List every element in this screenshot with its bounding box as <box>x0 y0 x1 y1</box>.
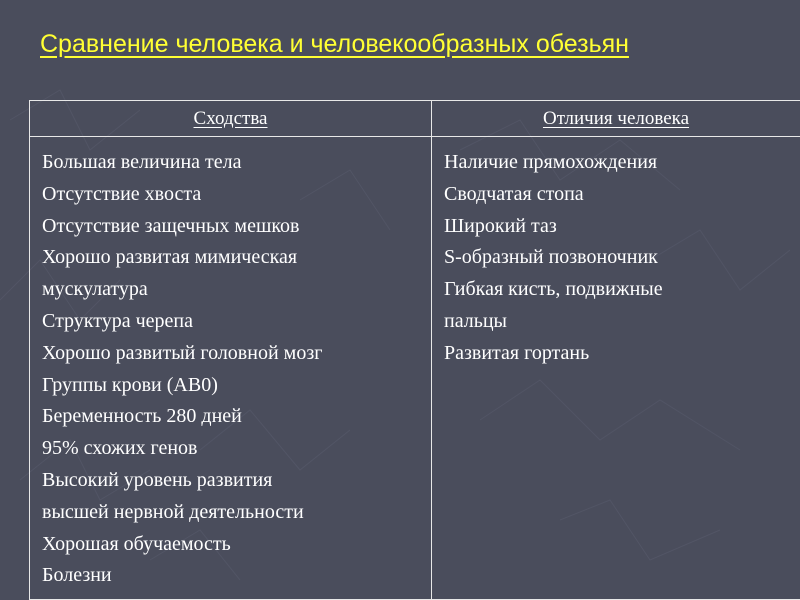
list-item: Хорошо развитая мимическая <box>42 246 298 269</box>
list-item: Развитая гортань <box>444 341 590 364</box>
differences-header <box>432 101 800 137</box>
differences-header-label: Отличия человека <box>542 107 690 129</box>
slide-title: Сравнение человека и человекообразных обезьян <box>40 30 629 58</box>
similarities-header-label: Сходства <box>193 107 268 129</box>
list-item: Хорошо развитый головной мозг <box>42 341 323 364</box>
similarities-cell <box>30 137 432 600</box>
list-item: Группы крови (АВ0) <box>42 373 218 396</box>
list-item: Сводчатая стопа <box>444 182 584 205</box>
list-item: мускулатура <box>42 278 148 301</box>
list-item: Хорошая обучаемость <box>42 532 231 555</box>
table-body-row <box>30 137 800 600</box>
list-item: Структура черепа <box>42 309 193 332</box>
list-item: Гибкая кисть, подвижные <box>444 278 663 301</box>
list-item: Наличие прямохождения <box>444 151 658 173</box>
similarities-header <box>30 101 432 137</box>
list-item: Отсутствие защечных мешков <box>42 214 300 237</box>
table-header-row <box>30 101 800 137</box>
list-item: S-образный позвоночник <box>444 246 658 269</box>
similarities-list <box>42 147 431 592</box>
differences-cell <box>432 137 800 600</box>
list-item: Отсутствие хвоста <box>42 182 202 205</box>
list-item: высшей нервной деятельности <box>42 500 304 523</box>
list-item: 95% схожих генов <box>42 437 198 460</box>
list-item: Широкий таз <box>444 214 557 237</box>
differences-list <box>444 147 800 370</box>
list-item: Большая величина тела <box>42 151 242 173</box>
list-item: Высокий уровень развития <box>42 468 273 491</box>
list-item: пальцы <box>444 309 507 332</box>
list-item: Беременность 280 дней <box>42 405 242 428</box>
comparison-table <box>29 100 800 600</box>
list-item: Болезни <box>42 564 112 587</box>
